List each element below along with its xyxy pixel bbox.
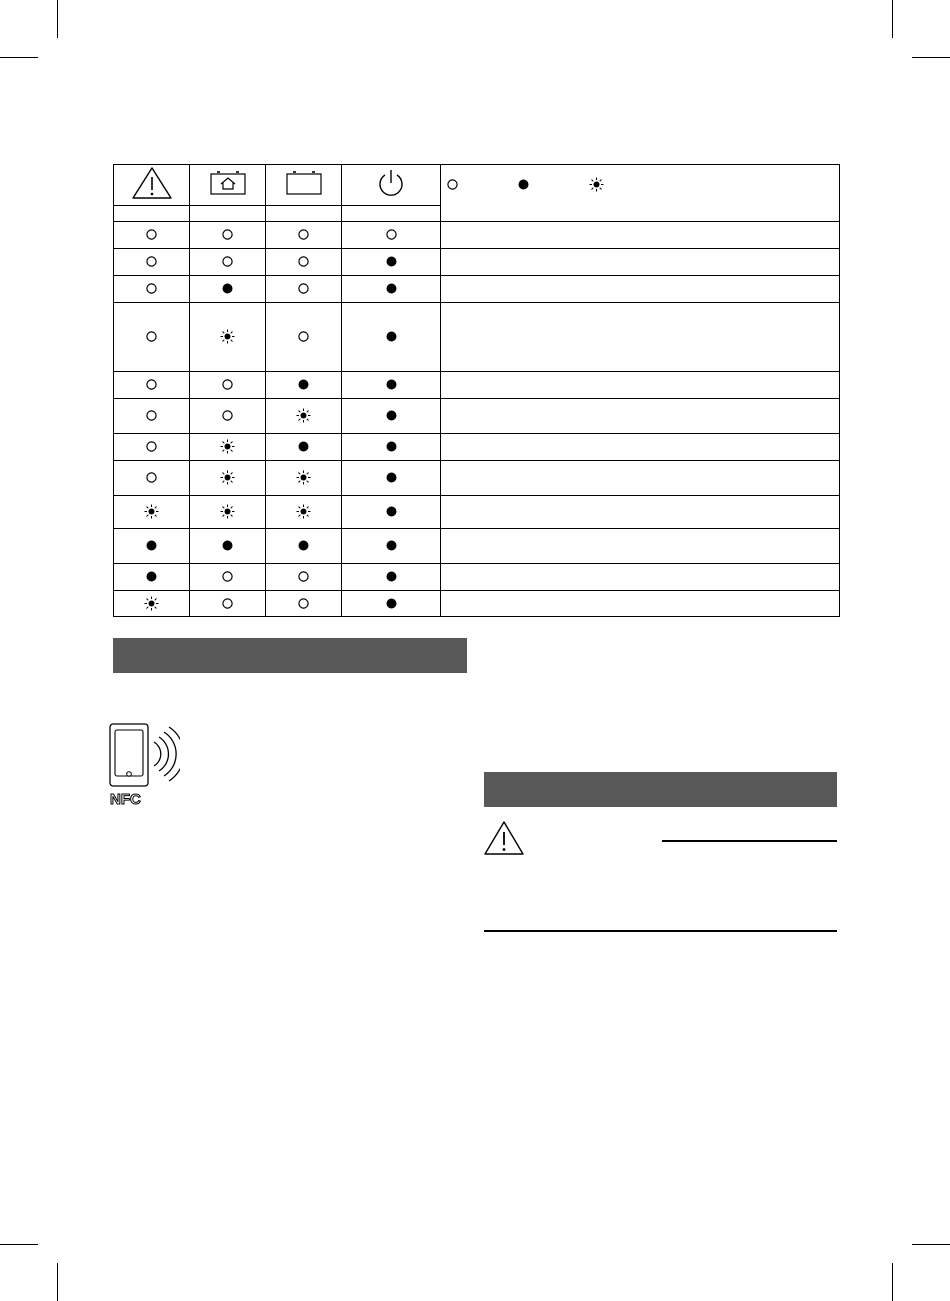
led-cell bbox=[266, 529, 342, 564]
led-cell bbox=[266, 249, 342, 276]
led-off-icon bbox=[298, 598, 309, 609]
led-cell bbox=[266, 276, 342, 303]
warning-triangle-icon bbox=[483, 820, 525, 856]
led-blink-icon bbox=[296, 504, 311, 519]
led-cell bbox=[342, 372, 441, 399]
led-on-icon bbox=[298, 441, 309, 452]
led-cell bbox=[342, 591, 441, 617]
table-row bbox=[114, 434, 840, 461]
crop-mark bbox=[892, 0, 893, 38]
led-off-icon bbox=[222, 229, 233, 240]
led-off-icon bbox=[222, 571, 233, 582]
section-header-right bbox=[484, 772, 837, 807]
led-on-icon bbox=[386, 540, 397, 551]
table-row bbox=[114, 564, 840, 591]
led-on-icon bbox=[298, 379, 309, 390]
led-on-icon bbox=[386, 283, 397, 294]
led-blink-icon bbox=[144, 596, 159, 611]
power-icon bbox=[376, 167, 406, 199]
led-off-icon bbox=[222, 410, 233, 421]
table-header-icons bbox=[114, 165, 840, 206]
row-description bbox=[441, 249, 840, 276]
led-on-icon bbox=[386, 472, 397, 483]
table-row bbox=[114, 399, 840, 434]
led-on-icon bbox=[146, 571, 157, 582]
header-label bbox=[190, 206, 266, 222]
led-cell bbox=[266, 496, 342, 529]
crop-mark bbox=[57, 0, 58, 38]
table-row bbox=[114, 496, 840, 529]
crop-mark bbox=[892, 1263, 893, 1301]
led-cell bbox=[342, 399, 441, 434]
led-cell bbox=[266, 461, 342, 496]
nfc-phone-icon bbox=[108, 722, 180, 808]
header-battery bbox=[266, 165, 342, 206]
led-off-icon bbox=[146, 331, 157, 342]
led-cell bbox=[190, 564, 266, 591]
led-blink-icon bbox=[296, 408, 311, 423]
led-cell bbox=[190, 399, 266, 434]
led-off-icon bbox=[447, 179, 458, 190]
led-blink-icon bbox=[220, 329, 235, 344]
led-cell bbox=[266, 434, 342, 461]
led-cell bbox=[266, 399, 342, 434]
table-row bbox=[114, 372, 840, 399]
table-row bbox=[114, 461, 840, 496]
led-cell bbox=[342, 529, 441, 564]
led-cell bbox=[114, 529, 190, 564]
header-home-battery bbox=[190, 165, 266, 206]
led-on-icon bbox=[386, 410, 397, 421]
row-description bbox=[441, 564, 840, 591]
led-off-icon bbox=[146, 441, 157, 452]
led-blink-icon bbox=[144, 504, 159, 519]
led-on-icon bbox=[146, 540, 157, 551]
led-cell bbox=[114, 303, 190, 372]
table-row bbox=[114, 222, 840, 249]
row-description bbox=[441, 461, 840, 496]
led-cell bbox=[190, 529, 266, 564]
led-on-icon bbox=[222, 540, 233, 551]
led-on-icon bbox=[386, 331, 397, 342]
section-header-left bbox=[113, 638, 467, 673]
led-cell bbox=[266, 303, 342, 372]
led-cell bbox=[266, 372, 342, 399]
led-cell bbox=[190, 591, 266, 617]
led-off-icon bbox=[298, 331, 309, 342]
led-on-icon bbox=[222, 283, 233, 294]
led-cell bbox=[342, 249, 441, 276]
row-description bbox=[441, 399, 840, 434]
led-off-icon bbox=[146, 410, 157, 421]
led-off-icon bbox=[146, 229, 157, 240]
crop-mark bbox=[912, 57, 950, 58]
led-cell bbox=[266, 591, 342, 617]
led-cell bbox=[266, 222, 342, 249]
led-cell bbox=[114, 496, 190, 529]
led-cell bbox=[114, 276, 190, 303]
led-cell bbox=[342, 461, 441, 496]
led-off-icon bbox=[386, 229, 397, 240]
led-cell bbox=[342, 564, 441, 591]
led-blink-icon bbox=[220, 504, 235, 519]
led-cell bbox=[342, 496, 441, 529]
led-on-icon bbox=[386, 506, 397, 517]
led-cell bbox=[114, 222, 190, 249]
row-description bbox=[441, 372, 840, 399]
led-rows bbox=[114, 222, 840, 617]
led-cell bbox=[342, 303, 441, 372]
led-on-icon bbox=[386, 598, 397, 609]
led-status-table bbox=[113, 164, 840, 617]
led-cell bbox=[190, 222, 266, 249]
led-cell bbox=[266, 564, 342, 591]
nfc-graphic bbox=[108, 722, 180, 808]
header-power bbox=[342, 165, 441, 206]
led-cell bbox=[114, 564, 190, 591]
warning-rule-top bbox=[662, 840, 837, 842]
led-on-icon bbox=[386, 441, 397, 452]
led-cell bbox=[114, 434, 190, 461]
row-description bbox=[441, 591, 840, 617]
legend-on bbox=[518, 179, 575, 190]
legend-off bbox=[447, 179, 504, 190]
led-blink-icon bbox=[296, 470, 311, 485]
led-off-icon bbox=[146, 379, 157, 390]
led-cell bbox=[190, 434, 266, 461]
led-cell bbox=[114, 372, 190, 399]
crop-mark bbox=[0, 57, 38, 58]
row-description bbox=[441, 434, 840, 461]
led-off-icon bbox=[146, 472, 157, 483]
led-cell bbox=[342, 434, 441, 461]
led-blink-icon bbox=[220, 470, 235, 485]
table-row bbox=[114, 303, 840, 372]
led-legend bbox=[447, 177, 839, 192]
crop-mark bbox=[0, 1244, 38, 1245]
led-cell bbox=[190, 461, 266, 496]
table-row bbox=[114, 591, 840, 617]
warning-rule-bottom bbox=[484, 930, 837, 932]
led-cell bbox=[114, 461, 190, 496]
led-on-icon bbox=[518, 179, 529, 190]
table-row bbox=[114, 276, 840, 303]
led-cell bbox=[114, 249, 190, 276]
header-label bbox=[114, 206, 190, 222]
led-cell bbox=[342, 222, 441, 249]
table-row bbox=[114, 529, 840, 564]
led-off-icon bbox=[222, 379, 233, 390]
warning-triangle-icon bbox=[131, 166, 173, 200]
led-on-icon bbox=[386, 571, 397, 582]
crop-mark bbox=[912, 1244, 950, 1245]
led-cell bbox=[190, 372, 266, 399]
led-on-icon bbox=[386, 256, 397, 267]
table-row bbox=[114, 249, 840, 276]
led-off-icon bbox=[298, 229, 309, 240]
row-description bbox=[441, 529, 840, 564]
led-off-icon bbox=[298, 256, 309, 267]
legend-blink bbox=[589, 177, 650, 192]
led-cell bbox=[190, 303, 266, 372]
warning-block bbox=[483, 820, 525, 856]
led-on-icon bbox=[386, 379, 397, 390]
header-warning bbox=[114, 165, 190, 206]
led-off-icon bbox=[298, 571, 309, 582]
led-off-icon bbox=[222, 598, 233, 609]
legend-cell bbox=[441, 165, 840, 222]
home-battery-icon bbox=[209, 170, 247, 196]
led-off-icon bbox=[146, 283, 157, 294]
nfc-label: NFC bbox=[110, 791, 141, 808]
led-off-icon bbox=[298, 283, 309, 294]
battery-icon bbox=[285, 170, 323, 196]
row-description bbox=[441, 496, 840, 529]
header-label bbox=[342, 206, 441, 222]
led-off-icon bbox=[222, 256, 233, 267]
led-cell bbox=[114, 399, 190, 434]
row-description bbox=[441, 276, 840, 303]
row-description bbox=[441, 303, 840, 372]
led-blink-icon bbox=[220, 439, 235, 454]
led-off-icon bbox=[146, 256, 157, 267]
crop-mark bbox=[57, 1263, 58, 1301]
header-label bbox=[266, 206, 342, 222]
led-blink-icon bbox=[589, 177, 604, 192]
led-cell bbox=[190, 249, 266, 276]
led-on-icon bbox=[298, 540, 309, 551]
led-cell bbox=[114, 591, 190, 617]
led-cell bbox=[190, 276, 266, 303]
led-cell bbox=[342, 276, 441, 303]
led-cell bbox=[190, 496, 266, 529]
row-description bbox=[441, 222, 840, 249]
